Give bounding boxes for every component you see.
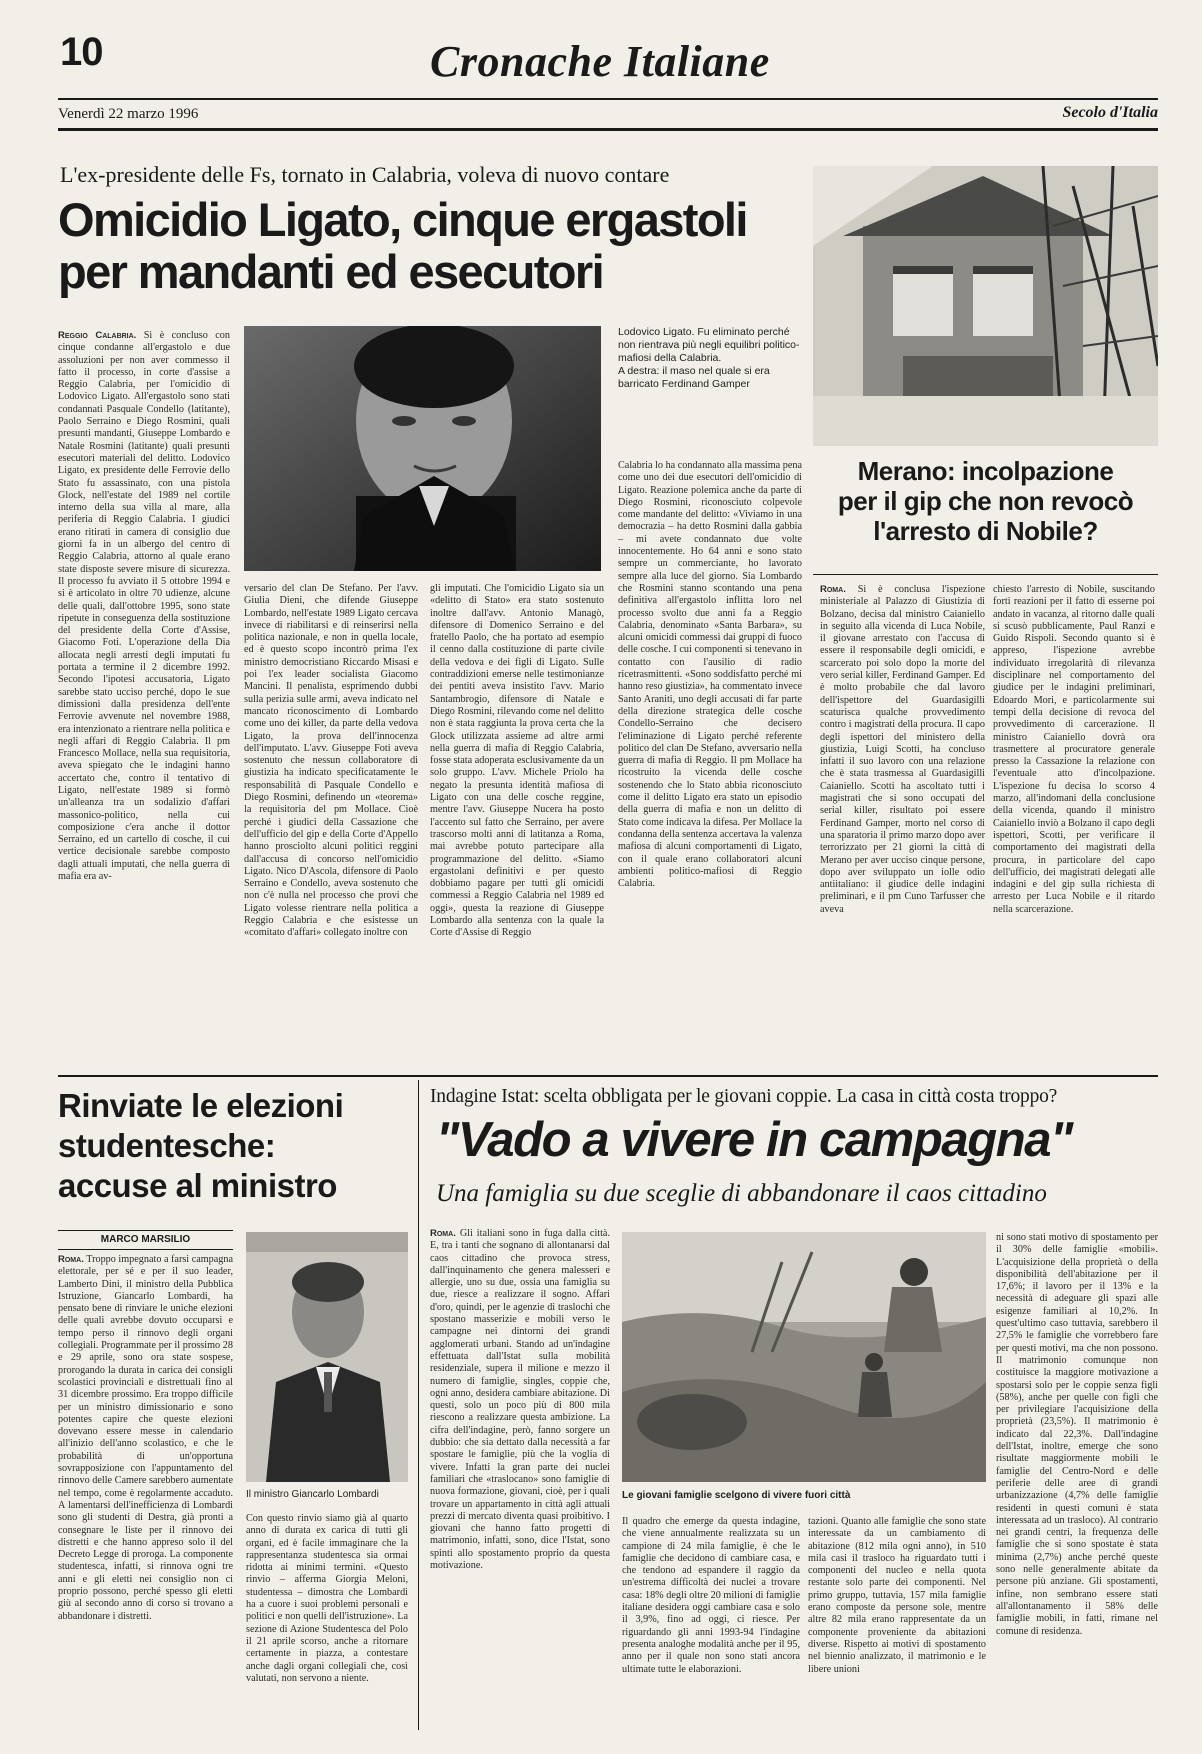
elezioni-column-2: Con questo rinvio siamo già al quarto anno di durata ex carica di tutti gli organi, ed è facile immaginare che la rappresentanza studentesca sia ormai ridotta ai minimi termini. «Questo rinvio – afferma Giorgia Meloni, studentessa – dimostra che Lombardi ha a cuore i suoi problemi personali e politici e non quelli dell'istruzione». La sezione di Azione Studentesca del Polo il 21 aprile scorso, anche a ritornare certamente in piazza, a contestare anche dagli organi collegiali che, così valutati, non servono a niente. [246,1513,408,1684]
elezioni-headline-line2: studentesche: [58,1127,276,1164]
campagna-dateline: Roma. [430,1228,456,1239]
campagna-column-3: tazioni. Quanto alle famiglie che sono state interessate da un cambiamento di abitazione (812 mila ogni anno), in 510 mila casi il trasloco ha riguardato tutti i componenti del nucleo e nella quota restante solo parte dei componenti. Nel primo gruppo, tuttavia, 157 mila famiglie erano composte da persone sole, mentre altre 82 mila erano rappresentate da un componente proveniente da abitazioni diverse. Rispetto ai motivi di spostamento nel biennio analizzato, il matrimonio e le libere unioni [808,1516,986,1675]
ligato-portrait-photo [244,326,601,571]
merano-headline-line3: l'arresto di Nobile? [873,516,1098,546]
ligato-headline-line2: per mandanti ed esecutori [58,245,604,298]
merano-column-1: Roma. Si è conclusa l'ispezione ministeriale al Palazzo di Giustizia di Bolzano, decisa dal ministro Caianiello in seguito alla vicenda di Luca Nobile, il giovane arrestato con l'accusa di essere il responsabile degli omicidi, e scarcerato poi solo dopo la morte del vero serial killer, Ferdinand Gamper. Ed è molto probabile che dal lavoro dell'ispettore del Guardasigilli scaturisca qualche provvedimento contro i magistrati della procura. Il capo degli ispettori del ministero della giustizia, Luigi Scotti, ha concluso infatti il suo lavoro con una relazione che è stata trasmessa al Guardasigilli Caianiello. Scotti ha ascoltato tutti i magistrati che si sono occupati del serial killer, risultato poi essere Ferdinand Gamper, morto nel corso di una sparatoria il primo marzo dopo aver terrorizzato per 21 giorni la città di Merano per aver ucciso cinque persone, dopo aver sviluppato un iolle odio antiitaliano: il giudice delle indagini preliminari, e il pm Cuno Tarfusser che aveva [820,584,985,915]
family-photo-caption: Le giovani famiglie scelgono di vivere fuori città [622,1490,851,1501]
campagna-kicker: Indagine Istat: scelta obbligata per le giovani coppie. La casa in città costa troppo? [430,1086,1058,1107]
campagna-headline: "Vado a vivere in campagna" [436,1113,1072,1167]
elezioni-dateline: Roma. [58,1254,84,1265]
campagna-subhead: Una famiglia su due sceglie di abbandonare il caos cittadino [436,1180,1047,1207]
elezioni-headline-line1: Rinviate le elezioni [58,1087,344,1124]
newspaper-name: Secolo d'Italia [1062,104,1158,121]
merano-headline-line2: per il gip che non revocò [837,486,1134,516]
lombardi-caption: Il ministro Giancarlo Lombardi [246,1489,379,1500]
ligato-headline-line1: Omicidio Ligato, cinque ergastoli [58,193,747,246]
ligato-column-3: gli imputati. Che l'omicidio Ligato sia un «delitto di Stato» era stato sostenuto inoltre dall'avv. Antonio Managò, difensore di Domenico Serraino e del fratello Paolo, che ha portato ad esempio il cenno dalla costituzione di parte civile della vedova e dei figli di Ligato. Sulle contraddizioni emerse nelle testimonianze dei pentiti aveva insistito l'avv. Mario Santambrogio, difensore di Natale e Diego Rosmini, rilevando come nel delitto non è stata raggiunta la prova certa che la Glock utilizzata assieme ad altre armi nella guerra di mafia di Reggio Calabria, fosse stata adoperata esclusivamente da un solo gruppo. L'avv. Michele Priolo ha negato la presunta identità mafiosa di Ligato con una delle cosche reggine, mentre l'avv. Giuseppe Nucera ha posto l'accento sul fatto che Serraino, per avere trascorso molti anni di latitanza a Roma, mai avrebbe potuto partecipare alla programmazione del delitto. «Siamo ergastolani definitivi e per questo dobbiamo pagare per tutti gli omicidi commessi a Reggio Calabria nel 1989 ed oggi», questa la reazione di Giuseppe Lombardo alla sentenza con la quale la Corte d'Assise di Reggio [430,583,604,939]
section-title: Cronache Italiane [430,37,770,86]
campagna-column-2: Il quadro che emerge da questa indagine, che viene annualmente realizzata su un campione di 24 mila famiglie, è che le famiglie che decidono di cambiare casa, e che tendono ad espandere il raggio da un'estrema difficoltà dei nuclei a trovare casa: 18% degli oltre 20 milioni di famiglie italiane desidera oggi cambiare casa e solo il 3,9%, fino ad oggi, ci riesce. Per riguardando gli anni 1993-94 l'indagine presenta analoghe modalità anche per il 95, anno per il quale non sono stati ancora ultimate tutte le elaborazioni. [622,1516,800,1675]
countryside-illustration [622,1232,986,1482]
ligato-column-4: Calabria lo ha condannato alla massima pena come uno dei due esecutori dell'omicidio di Ligato. Reazione polemica anche da parte di Diego Rosmini, riconosciuto colpevole come mandante del delitto: «Viviamo in una democrazia – ha detto Rosmini dalla gabbia – mi avete condannato due volte innocentemente. Ho 64 anni e sono stato sempre un commerciante, ho lavorato sempre alla luce del giorno. Sia Lombardo che Rosmini stanno scontando una pena definitiva all'ergastolo inflitta loro nel processo svolto due anni fa a Reggio Calabria, denominato «Santa Barbara», su alcuni omicidi commessi dai gruppi di fuoco delle cosche. I cui componenti si tenevano in contatto con l'ausilio di radio ricetrasmittenti. «Sono soddisfatto perché mi hanno reso giustizia», ha commentato invece Santo Araniti, uno degli accusati di far parte della direzione strategica delle cosche Condello-Serraino che decisero l'eliminazione di Ligato perché referente politico del clan De Stefano, avversario nella guerra di mafia di Reggio. Il pm Mollace ha ricostruito la vicenda delle cosche sostenendo che lo Stato abbia riconosciuto come il delitto Ligato era stato un episodio della guerra di mafia e non un delitto di Stato come indicava la difesa. Per Mollace la condanna della sentenza accertava la valenza mafiosa di alcuni comportamenti di Ligato, con il quale erano collaboratori alcuni ambienti politico-mafiosi di Reggio Calabria. [618,460,802,890]
campagna-column-1: Roma. Gli italiani sono in fuga dalla città. E, tra i tanti che sognano di allontanarsi dal caos cittadino che provoca stress, dall'inquinamento che genera malesseri e allergie, uno su due, ossia una famiglia su due, riesce a realizzare il sogno. Affari d'oro, quindi, per le agenzie di traslochi che spostano masserizie e mobili verso le campagne nei dintorni dei grandi agglomerati urbani. Stando ad un'indagine effettuata dall'Istat sulla mobilità residenziale, supera il milione e mezzo il numero di famiglie, singles, coppie che, ogni anno, desidera cambiare abitazione. Di questi, solo un poco più di 800 mila riescono a realizzare questa ambizione. La cifra dell'indagine, però, fanno sorgere un dubbio: che sia dettato dalla necessità a far spostare le famiglie, più che la voglia di vivere. Infatti la gran parte dei nuclei familiari che «traslocano» sono famiglie di nuova formazione, giovani, cioè, per i quali trovare un appartamento in città agli attuali prezzi di mercato diventa quasi proibitivo. I giovani che hanno fatto progetti di matrimonio, infatti, sono, dice l'Istat, sono spinti allo spostamento proprio da questa motivazione. [430,1228,610,1572]
minister-illustration [246,1232,408,1482]
page-number: 10 [60,30,103,74]
elezioni-byline: MARCO MARSILIO [100,1234,191,1245]
lombardi-portrait-photo [246,1232,408,1482]
issue-date: Venerdì 22 marzo 1996 [58,106,199,122]
family-countryside-photo [622,1232,986,1482]
portrait-illustration [244,326,601,571]
merano-column-2: chiesto l'arresto di Nobile, suscitando forti reazioni per il fatto di esserne poi andato in vacanza, al ritorno dalle quali si scusò pubblicamente, Paul Ranzi e Guido Rispoli. Secondo quanto si è appreso, l'ispezione avrebbe individuato irregolarità di rilevanza disciplinare nel comportamento del giudice per le indagini preliminari, Edoardo Mori, e particolarmente sui tempi della decisione di revoca del provvedimento di carcerazione. Il ministro Caianiello dovrà ora trasmettere al procuratore generale presso la Cassazione la relazione con l'eventuale atto d'incolpazione. L'ispezione fu decisa lo scorso 4 marzo, all'indomani della conclusione della vicenda, quando il ministro Caianiello inviò a Bolzano il capo degli ispettori, Scotti, per verificare il comportamento dei magistrati della procura, in particolare del capo dell'ufficio, dei magistrati delegati alle indagini e del gip sulla richiesta di arresto per Luca Nobile e il ritardo nella scarcerazione. [993,584,1155,915]
elezioni-headline-line3: accuse al ministro [58,1167,337,1204]
ligato-column-2: versario del clan De Stefano. Per l'avv. Giulia Dieni, che difende Giuseppe Lombardo, nell'estate 1989 Ligato cercava invece di riabilitarsi e di reinserirsi nella politica nazionale, e non in quella locale, ed è questo scopo incontrò prima l'ex ministro democristiano Riccardo Misasi e poi l'ex leader socialista Giacomo Mancini. Il penalista, esprimendo dubbi sulla perizia sulle armi, aveva indicato nel mancato riconoscimento di Lombardo come uno dei killer, da parte della vedova Ligato, la prova dell'innocenza dell'imputato. L'avv. Giuseppe Foti aveva sostenuto che nessun collaboratore di giustizia ha indicato specificatamente le responsabilità di Pasquale Condello e Diego Rosmini, definendo un «teorema» la requisitoria del pm Mollace. Cioè perché i giudici della Cassazione che dell'ufficio del gip e della Corte d'Appello hanno prosciolto alcuni politici reggini dall'accusa di concorso nell'omicidio Ligato. Nico D'Ascola, difensore di Paolo Serraino e Condello, aveva sostenuto che non c'è nulla nel processo che provi che Ligato volesse rientrare nella politica a Reggio Calabria e che esistesse un «comitato d'affari» collegato inoltre con [244,583,418,939]
ligato-kicker: L'ex-presidente delle Fs, tornato in Calabria, voleva di nuovo contare [60,162,670,187]
elezioni-column-1: Roma. Troppo impegnato a farsi campagna elettorale, per sé e per il suo leader, Lamberto Dini, il ministro della Pubblica Istruzione, Giancarlo Lombardi, ha pensato bene di rinviare le uniche elezioni delle quali avrebbe dovuto occuparsi e tempo perso il rinnovo degli organi collegiali. Programmate per il prossimo 28 e 29 aprile, sono ora state sospese, prorogando la durata in carica dei consigli scolastici provinciali e distrettuali fino al 31 dicembre prossimo. Era troppo difficile per un ministro dimissionario e sono potentes capire che queste elezioni dovevano essere messe in calendario all'inizio dell'anno scolastico, e che le probabilità di un'opportuna sovrapposizione con l'appuntamento del rinnovo delle Camere sarebbero aumentate nel tempo, come è regolarmente accaduto. A lamentarsi dell'inefficienza di Lombardi sono gli studenti di Destra, già pronti a consegnare le liste per il rinnovo dei distretti e che hanno appreso solo il del Decreto Legge di proroga. La componente studentesca, infatti, si rinnova ogni tre anni e gli eletti nei consiglio non ci proprio possono, perché spesso gli eletti giù al secondo anno di corso si trovano a abbandonare i distretti. [58,1254,233,1622]
ligato-column-1: Reggio Calabria. Si è concluso con cinque condanne all'ergastolo e due assoluzioni per non aver commesso il fatto il processo, in corte d'assise a Reggio Calabria, per l'omicidio di Lodovico Ligato. All'ergastolo sono stati condannati Pasquale Condello (latitante), Paolo Serraino e Diego Rosmini, quali presunti mandanti, Giuseppe Lombardo e Natale Rosmini (latitante) quali presunti esecutori materiali del delitto. Lodovico Ligato, ex presidente delle Ferrovie dello Stato fu assassinato, con una pistola Glock, nell'estate del 1989 nel cortile interno della sua villa al mare, alla periferia di Reggio Calabria. I giudici erano ritirati in camera di consiglio due giorni fa in un albergo del centro di Reggio Calabria, attorno al quale erano state disposte severe misure di sicurezza. Il processo fu avviato il 5 ottobre 1994 e si è articolato in oltre 70 udienze, alcune delle quali, dall'ottobre 1995, sono state ripetute in conseguenza della sostituzione del presidente della Corte d'Assise, Giacomo Foti. L'operazione della Dia allocata negli arresti degli imputati fu portata a termine il 2 dicembre 1992. Secondo l'ipotesi accusatoria, Ligato sarebbe stato ucciso perché, dopo le sue dimissioni dalla presidenza dell'ente Ferrovie avvenute nel novembre 1988, era intenzionato a rientrare nella politica e negli affari di Reggio Calabria. Il pm Francesco Mollace, nella sua requisitoria, aveva spiegato che le indagini hanno accertato che, contro il tentativo di Ligato, nell'estate 1989 si formò un'alleanza tra un sodalizio d'affari massonico-politico, nella cui composizione c'era anche il dottor Serraino, ed un cartello di cosche, il cui vertice decisionale sarebbe composto dagli attuali imputati, che nella guerra di mafia era av- [58,330,230,883]
campagna-column-4: ni sono stati motivo di spostamento per il 30% delle famiglie «mobili». L'acquisizione della proprietà o della disponibilità dell'abitazione per il 17,6%; il lavoro per il 13% e la necessità di adeguare gli spazi alle esigenze familiari al 10,2%. In quest'ultimo caso tuttavia, sarebbero il 27,5% le famiglie che vorrebbero fare per questi motivi, ma che non possono. Il matrimonio comunque non costituisce la maggiore motivazione a spostarsi solo per le coppie senza figli (58%), anche per quelle con figli che per privilegiare l'acquisizione della proprietà (23,5%). Il matrimonio è indicato dal 22,3%. Dall'indagine dell'Istat, inoltre, emerge che sono risultate maggiormente mobili le famiglie del Centro-Nord e delle periferie delle aree di grandi urbanizzazione (4,7% delle famiglie residenti in questi comuni è stata interessata ad un trasloco). Al contrario nei grandi centri, la frequenza delle famiglie che si sono spostate è stata minima (2,7%) anche perché queste sono nelle generalmente abitate da persone più anziane. Gli spostamenti, infine, non sembrano essere stati all'allontanamento il 58% delle famiglie mobili, in fatti, rimane nel comune di residenza. [996,1232,1158,1637]
house-illustration [813,166,1158,446]
ligato-dateline: Reggio Calabria. [58,330,137,341]
merano-dateline: Roma. [820,584,846,595]
merano-headline-line1: Merano: incolpazione [857,456,1114,486]
merano-house-photo [813,166,1158,446]
ligato-caption: Lodovico Ligato. Fu eliminato perché non rientrava più negli equilibri politico-mafiosi della Calabria. A destra: il maso nel quale si era barricato Ferdinand Gamper [618,326,800,390]
